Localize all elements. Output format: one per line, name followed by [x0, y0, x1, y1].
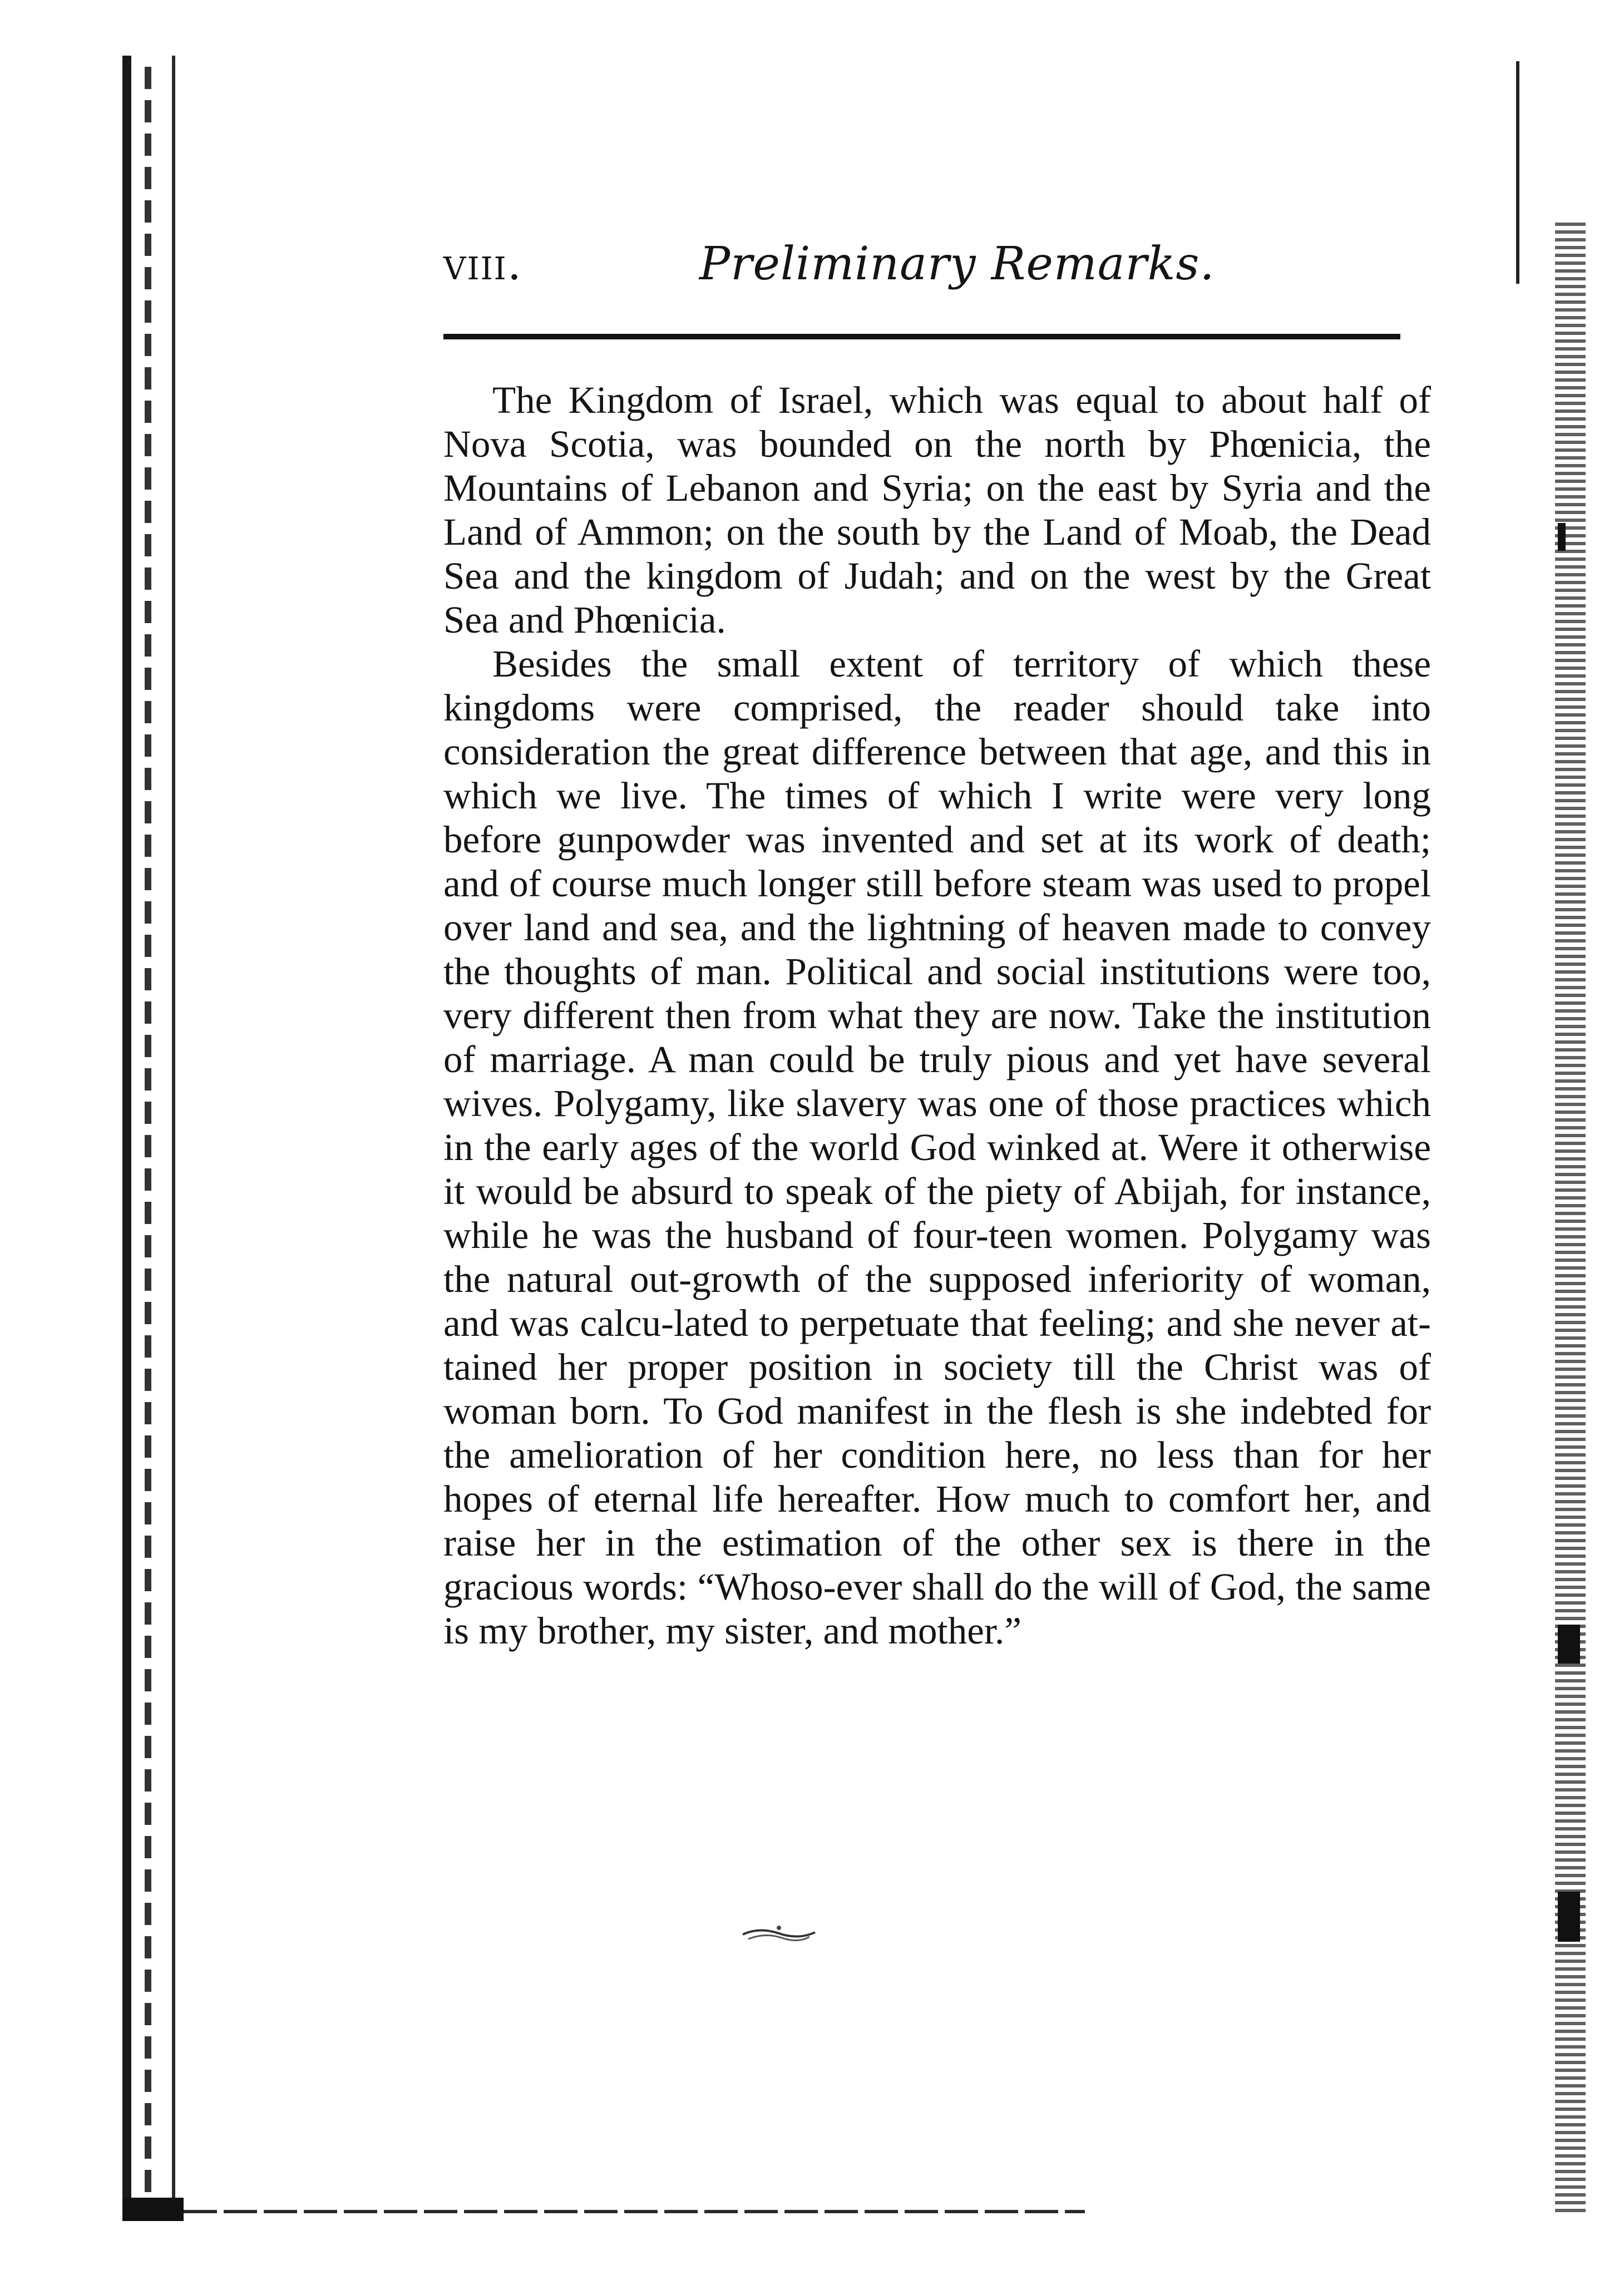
page-binding-stitching: [145, 67, 151, 2203]
end-ornament: [740, 1922, 818, 1945]
page-number: viii.: [443, 238, 523, 290]
binding-corner-mark: [122, 2198, 184, 2221]
right-edge-blot: [1558, 1892, 1580, 1942]
right-edge-blot: [1558, 1625, 1580, 1664]
body-text: [443, 378, 1431, 1653]
page-bottom-edge: [184, 2210, 1085, 2213]
right-edge-blot: [1558, 523, 1566, 551]
paragraph: The Kingdom of Israel, which was equal to about half of Nova Scotia, was bounded on the north by Phœnicia, the Mountains of Lebanon and Syria; on the east by Syria and the Land of Ammon; on the south by the Land of Moab, the Dead Sea and the kingdom of Judah; and on the west by the Great Sea and Phœnicia.: [443, 379, 1431, 641]
header-rule: [443, 334, 1400, 339]
right-edge-line: [1516, 61, 1519, 284]
running-title: Preliminary Remarks.: [699, 238, 1215, 290]
running-head: [443, 234, 1400, 306]
paragraph: Besides the small extent of territory of which these kingdoms were comprised, the reader should take into consideration the great difference between that age, and this in which we live. The times of which I write were very long before gunpowder was invented and set at its work of death; and of course much longer still before steam was used to propel over land and sea, and the lightning of heaven made to convey the thoughts of man. Political and social institutions were too, very different then from what they are now. Take the institution of marriage. A man could be truly pious and yet have several wives. Polygamy, like slavery was one of those practices which in the early ages of the world God winked at. Were it otherwise it would be absurd to speak of the piety of Abijah, for instance, while he was the husband of four-teen women. Polygamy was the natural out-growth of the supposed inferiority of woman, and was calcu-lated to perpetuate that feeling; and she never at-tained her proper position in society till the Christ was of woman born. To God manifest in the flesh is she indebted for the amelioration of her condition here, no less than for her hopes of eternal life hereafter. How much to comfort her, and raise her in the estimation of the other sex is there in the gracious words: “Whoso-ever shall do the will of God, the same is my brother, my sister, and mother.”: [443, 643, 1431, 1652]
